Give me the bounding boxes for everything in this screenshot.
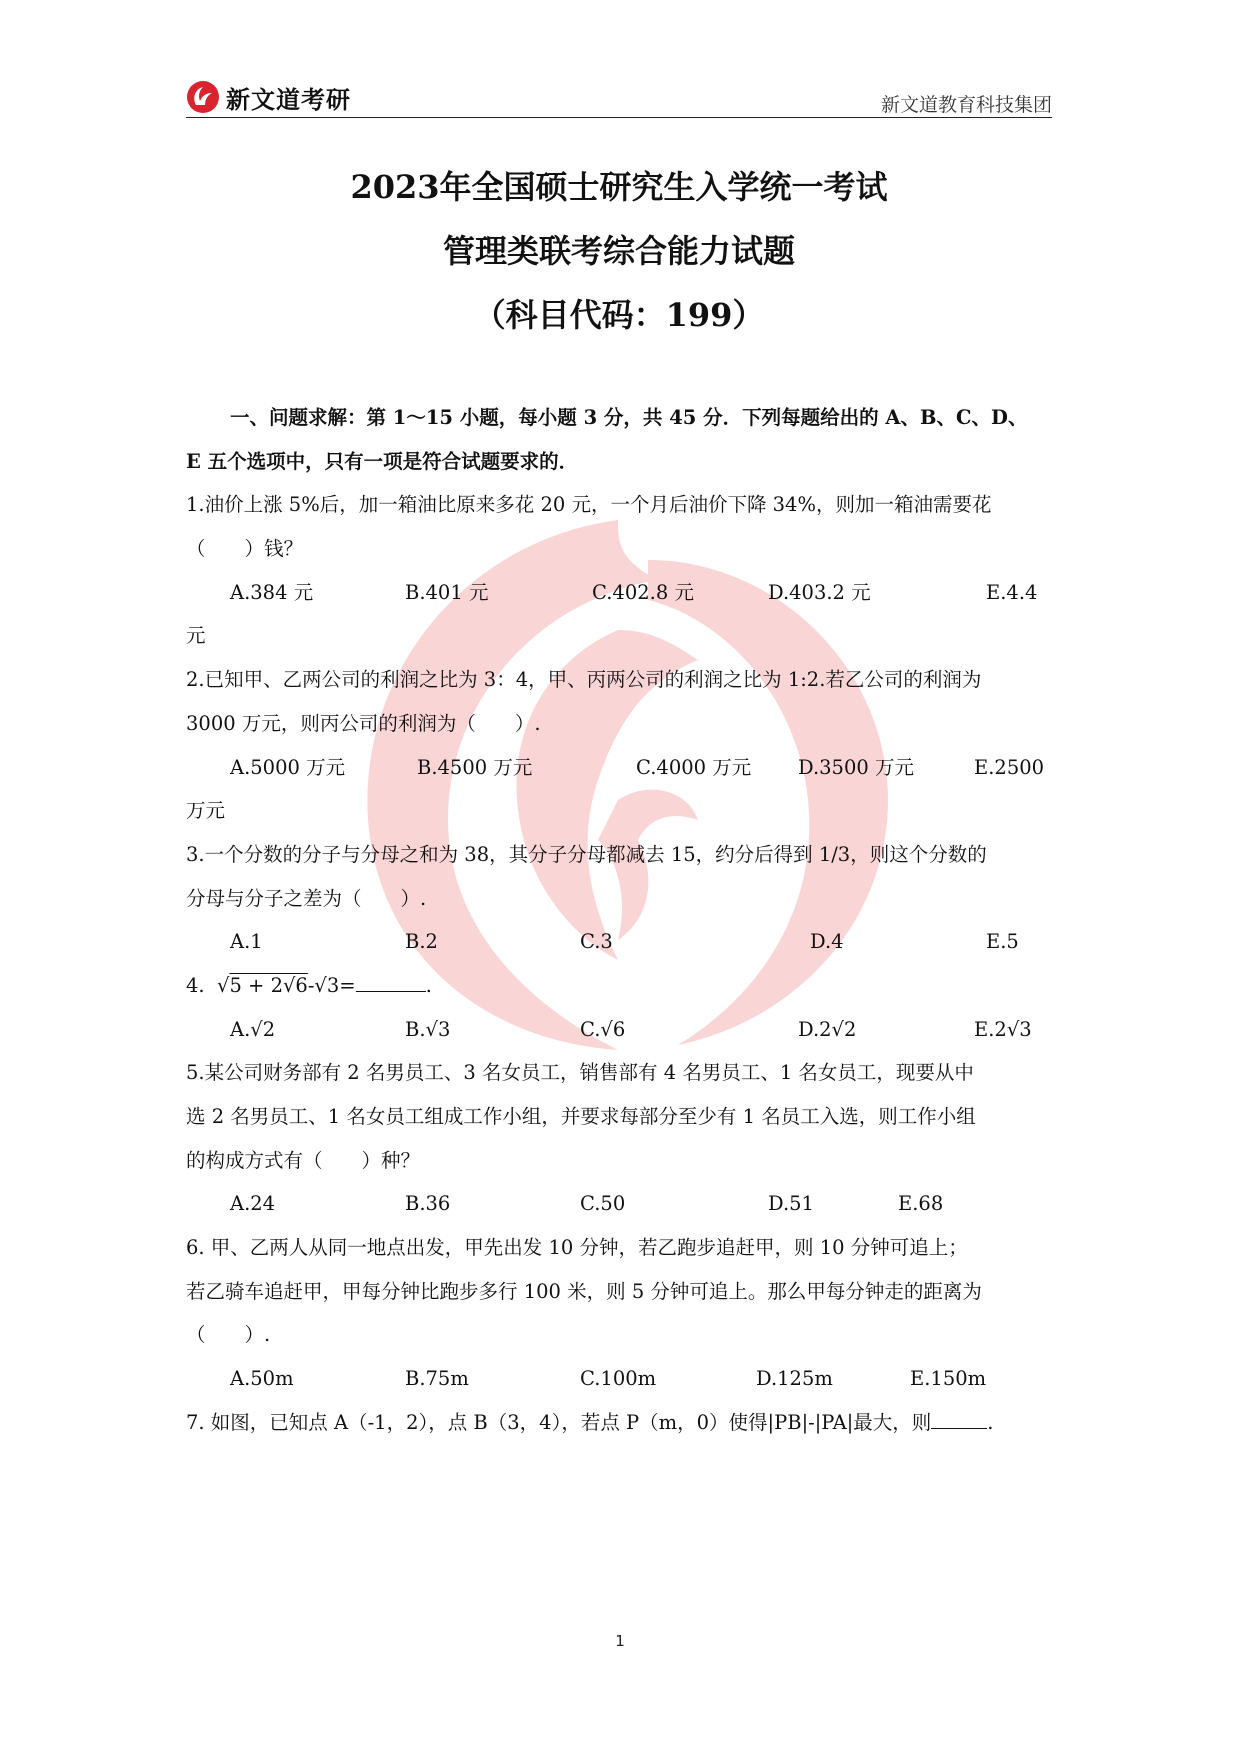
option-e: E.68 bbox=[898, 1192, 944, 1216]
question-text-line bbox=[186, 1401, 1052, 1445]
question-suffix: . bbox=[987, 1410, 994, 1434]
options-row bbox=[186, 571, 1052, 615]
logo-text: 新文道考研 bbox=[226, 85, 351, 114]
question-text-line bbox=[186, 964, 1052, 1008]
option-e: E.5 bbox=[986, 930, 1019, 954]
option-a: A.1 bbox=[230, 930, 263, 954]
question-2 bbox=[186, 658, 1052, 833]
section-instruction-line-2: E 五个选项中，只有一项是符合试题要求的． bbox=[186, 449, 579, 473]
question-text-line: （ ）钱？ bbox=[186, 537, 304, 561]
question-text-line: 的构成方式有（ ）种？ bbox=[186, 1148, 421, 1172]
question-text-line: 6. 甲、乙两人从同一地点出发，甲先出发 10 分钟，若乙跑步追赶甲，则 10 分钟可追上； bbox=[186, 1236, 968, 1260]
question-text-line: 3000 万元，则丙公司的利润为（ ）. bbox=[186, 711, 541, 735]
question-text-line: 1.油价上涨 5%后，加一箱油比原来多花 20 元，一个月后油价下降 34%，则加一箱油需要花 bbox=[186, 493, 992, 517]
options-row bbox=[186, 1357, 1052, 1401]
option-a: A.384 元 bbox=[230, 580, 314, 604]
option-b: B.2 bbox=[405, 930, 438, 954]
question-text-line: 3.一个分数的分子与分母之和为 38，其分子分母都减去 15，约分后得到 1/3，则这个分数的 bbox=[186, 842, 987, 866]
option-e: E.2√3 bbox=[974, 1017, 1032, 1041]
exam-content bbox=[186, 396, 1052, 1445]
option-c: C.3 bbox=[580, 930, 613, 954]
radicand: 5 + 2√6 bbox=[229, 973, 308, 997]
option-c: C.4000 万元 bbox=[636, 755, 752, 779]
option-b: B.75m bbox=[405, 1367, 469, 1391]
question-6 bbox=[186, 1226, 1052, 1401]
option-c: C.402.8 元 bbox=[592, 580, 694, 604]
expression-tail: -√3= bbox=[307, 973, 356, 997]
answer-blank bbox=[931, 1406, 987, 1429]
question-5 bbox=[186, 1051, 1052, 1226]
option-a: A.5000 万元 bbox=[230, 755, 346, 779]
option-c: C.100m bbox=[580, 1367, 657, 1391]
option-wrap-text: 万元 bbox=[186, 799, 226, 823]
question-3 bbox=[186, 833, 1052, 964]
question-text: 7. 如图，已知点 A（-1，2），点 B（3，4），若点 P（m，0）使得|PB|-|PA|最大，则 bbox=[186, 1410, 932, 1434]
option-a: A.√2 bbox=[230, 1017, 276, 1041]
option-e: E.2500 bbox=[974, 755, 1045, 779]
question-4 bbox=[186, 964, 1052, 1051]
option-d: D.125m bbox=[756, 1367, 833, 1391]
question-7 bbox=[186, 1401, 1052, 1445]
header-divider bbox=[186, 117, 1052, 118]
options-row bbox=[186, 1182, 1052, 1226]
option-d: D.4 bbox=[810, 930, 844, 954]
page-number: 1 bbox=[615, 1632, 625, 1650]
question-text-line: 若乙骑车追赶甲，甲每分钟比跑步多行 100 米，则 5 分钟可追上。那么甲每分钟走的距离为 bbox=[186, 1279, 982, 1303]
option-d: D.3500 万元 bbox=[798, 755, 914, 779]
subject-code: （科目代码：199） bbox=[473, 296, 765, 334]
option-b: B.401 元 bbox=[405, 580, 489, 604]
phoenix-logo-icon bbox=[186, 80, 220, 114]
option-c: C.50 bbox=[580, 1192, 626, 1216]
options-row bbox=[186, 920, 1052, 964]
option-b: B.4500 万元 bbox=[417, 755, 533, 779]
option-wrap-text: 元 bbox=[186, 624, 206, 648]
option-e: E.150m bbox=[910, 1367, 987, 1391]
organization-name: 新文道教育科技集团 bbox=[880, 94, 1052, 116]
question-text-line: （ ）. bbox=[186, 1323, 271, 1347]
question-number: 4. bbox=[186, 973, 205, 997]
option-b: B.√3 bbox=[405, 1017, 451, 1041]
section-instruction-line-1: 一、问题求解：第 1～15 小题，每小题 3 分，共 45 分．下列每题给出的 A、B、C、D、 bbox=[230, 406, 1028, 429]
option-d: D.2√2 bbox=[798, 1017, 857, 1041]
options-row bbox=[186, 1008, 1052, 1052]
option-d: D.51 bbox=[768, 1192, 814, 1216]
option-d: D.403.2 元 bbox=[768, 580, 871, 604]
question-suffix: . bbox=[425, 973, 432, 997]
answer-blank bbox=[356, 969, 426, 992]
option-c: C.√6 bbox=[580, 1017, 626, 1041]
exam-title: 2023年全国硕士研究生入学统一考试 bbox=[350, 168, 888, 206]
question-text-line: 5.某公司财务部有 2 名男员工、3 名女员工，销售部有 4 名男员工、1 名女员工，现要从中 bbox=[186, 1061, 974, 1085]
option-b: B.36 bbox=[405, 1192, 451, 1216]
brand-logo bbox=[186, 78, 351, 116]
question-text-line: 2.已知甲、乙两公司的利润之比为 3：4，甲、丙两公司的利润之比为 1:2.若乙公司的利润为 bbox=[186, 668, 982, 692]
radical-expression: √5 + 2√6 bbox=[210, 973, 308, 997]
option-e: E.4.4 bbox=[986, 580, 1038, 604]
exam-subtitle: 管理类联考综合能力试题 bbox=[442, 232, 795, 270]
question-text-line: 选 2 名男员工、1 名女员工组成工作小组，并要求每部分至少有 1 名员工入选，则工作小组 bbox=[186, 1105, 976, 1128]
question-text-line: 分母与分子之差为（ ）. bbox=[186, 886, 427, 910]
page-header bbox=[186, 78, 1052, 118]
question-1 bbox=[186, 483, 1052, 658]
option-a: A.24 bbox=[230, 1192, 276, 1216]
options-row bbox=[186, 746, 1052, 790]
option-a: A.50m bbox=[230, 1367, 294, 1391]
